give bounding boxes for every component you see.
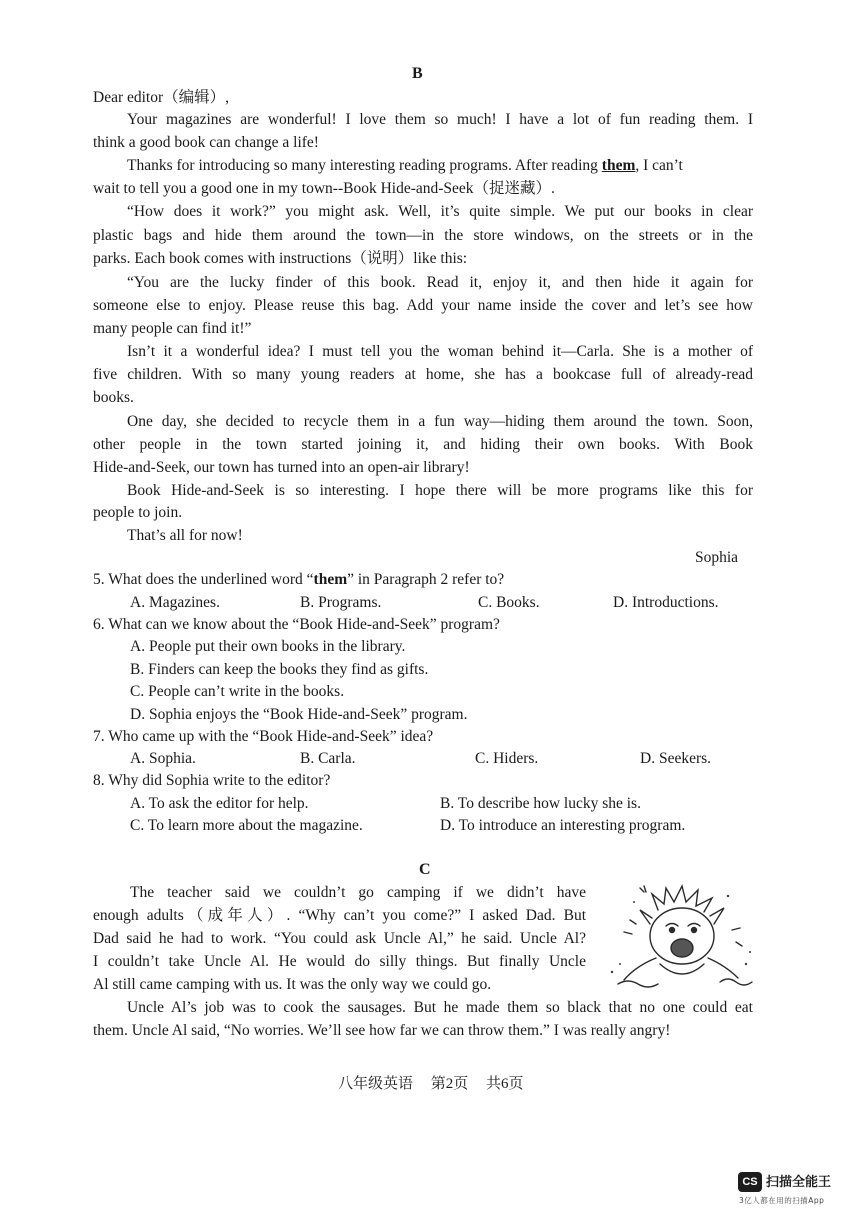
paragraph-2-text-b: , I can’t bbox=[635, 157, 683, 174]
question-5-stem-a: 5. What does the underlined word “ bbox=[93, 571, 314, 588]
question-7-option-d: D. Seekers. bbox=[640, 750, 712, 767]
section-c-line-1: The teacher said we couldn’t go camping if we didn’t have bbox=[130, 884, 586, 901]
paragraph-6-line-3: Hide-and-Seek, our town has turned into an open-air library! bbox=[93, 459, 470, 476]
paragraph-4-line-2: someone else to enjoy. Please reuse this bag. Add your name inside the cover and let’s see how bbox=[93, 297, 753, 314]
paragraph-6-line-2: other people in the town started joining it, and hiding their own books. With Book bbox=[93, 436, 753, 453]
question-8-option-b: B. To describe how lucky she is. bbox=[440, 795, 641, 812]
child-sketch-image bbox=[600, 880, 758, 992]
question-5-option-d: D. Introductions. bbox=[613, 594, 719, 611]
underlined-word-them: them bbox=[601, 157, 636, 174]
question-7-option-a: A. Sophia. bbox=[130, 750, 196, 767]
question-6-option-a: A. People put their own books in the library. bbox=[130, 638, 406, 655]
question-8-option-c: C. To learn more about the magazine. bbox=[130, 817, 363, 834]
footer-total: 共6页 bbox=[486, 1076, 524, 1092]
question-6-option-b: B. Finders can keep the books they find as gifts. bbox=[130, 661, 429, 678]
paragraph-1-line-2: think a good book can change a life! bbox=[93, 134, 319, 151]
question-5-option-b: B. Programs. bbox=[300, 594, 382, 611]
paragraph-2-line-1 bbox=[127, 156, 753, 176]
section-c-line-3: Dad said he had to work. “You could ask Uncle Al,” he said. Uncle Al? bbox=[93, 930, 586, 947]
question-6-stem: 6. What can we know about the “Book Hide-and-Seek” program? bbox=[93, 616, 500, 633]
footer-subject: 八年级英语 bbox=[338, 1076, 414, 1092]
paragraph-4-line-3: many people can find it!” bbox=[93, 320, 252, 337]
paragraph-2-text-a: Thanks for introducing so many interesting reading programs. After reading bbox=[127, 157, 602, 174]
paragraph-2-line-2: wait to tell you a good one in my town--Book Hide-and-Seek（捉迷藏）. bbox=[93, 180, 555, 197]
letter-greeting: Dear editor（编辑）, bbox=[93, 89, 230, 106]
question-5-option-c: C. Books. bbox=[478, 594, 540, 611]
camscanner-tagline: 3亿人都在用的扫描App bbox=[739, 1196, 825, 1205]
question-7-stem: 7. Who came up with the “Book Hide-and-Seek” idea? bbox=[93, 728, 434, 745]
camscanner-name: 扫描全能王 bbox=[766, 1175, 832, 1190]
paragraph-5-line-3: books. bbox=[93, 389, 134, 406]
question-7-option-c: C. Hiders. bbox=[475, 750, 539, 767]
camscanner-logo-icon: CS bbox=[738, 1172, 762, 1192]
section-c-line-5: Al still came camping with us. It was the only way we could go. bbox=[93, 976, 492, 993]
question-5-stem bbox=[93, 570, 504, 590]
letter-signature: Sophia bbox=[695, 549, 739, 566]
section-c-heading: C bbox=[419, 861, 431, 878]
child-illustration bbox=[600, 880, 758, 992]
section-c-line-7: them. Uncle Al said, “No worries. We’ll see how far we can throw them.” I was really angry! bbox=[93, 1022, 671, 1039]
paragraph-5-line-1: Isn’t it a wonderful idea? I must tell you the woman behind it—Carla. She is a mother of bbox=[127, 343, 753, 360]
paragraph-4-line-1: “You are the lucky finder of this book. Read it, enjoy it, and then hide it again for bbox=[127, 274, 753, 291]
paragraph-7-line-1: Book Hide-and-Seek is so interesting. I hope there will be more programs like this for bbox=[127, 482, 753, 499]
question-8-stem: 8. Why did Sophia write to the editor? bbox=[93, 772, 331, 789]
footer-page: 第2页 bbox=[430, 1076, 469, 1092]
paragraph-5-line-2: five children. With so many young readers at home, she has a bookcase full of already-read bbox=[93, 366, 753, 383]
question-8-option-d: D. To introduce an interesting program. bbox=[440, 817, 686, 834]
paragraph-3-line-3: parks. Each book comes with instructions（说明）like this: bbox=[93, 250, 468, 267]
question-5-stem-b: ” in Paragraph 2 refer to? bbox=[347, 571, 505, 588]
section-c-line-4: I couldn’t take Uncle Al. He would do silly things. But finally Uncle bbox=[93, 953, 586, 970]
question-8-option-a: A. To ask the editor for help. bbox=[130, 795, 309, 812]
section-c-line-6: Uncle Al’s job was to cook the sausages. But he made them so black that no one could eat bbox=[127, 999, 753, 1016]
paragraph-3-line-1: “How does it work?” you might ask. Well, it’s quite simple. We put our books in clear bbox=[127, 203, 753, 220]
question-6-option-c: C. People can’t write in the books. bbox=[130, 683, 345, 700]
page-footer bbox=[338, 1072, 538, 1093]
paragraph-1-line-1: Your magazines are wonderful! I love them so much! I have a lot of fun reading them. I bbox=[127, 111, 753, 128]
section-c-line-2: enough adults（成年人）. “Why can’t you come?” I asked Dad. But bbox=[93, 907, 586, 924]
question-6-option-d: D. Sophia enjoys the “Book Hide-and-Seek” program. bbox=[130, 706, 468, 723]
paragraph-3-line-2: plastic bags and hide them around the town—in the store windows, on the streets or in the bbox=[93, 227, 753, 244]
paragraph-7-line-2: people to join. bbox=[93, 504, 183, 521]
paragraph-8: That’s all for now! bbox=[127, 527, 243, 544]
paragraph-6-line-1: One day, she decided to recycle them in a fun way—hiding them around the town. Soon, bbox=[127, 413, 753, 430]
section-b-heading: B bbox=[412, 65, 423, 82]
question-5-option-a: A. Magazines. bbox=[130, 594, 220, 611]
question-7-option-b: B. Carla. bbox=[300, 750, 356, 767]
question-5-stem-word: them bbox=[313, 571, 348, 588]
